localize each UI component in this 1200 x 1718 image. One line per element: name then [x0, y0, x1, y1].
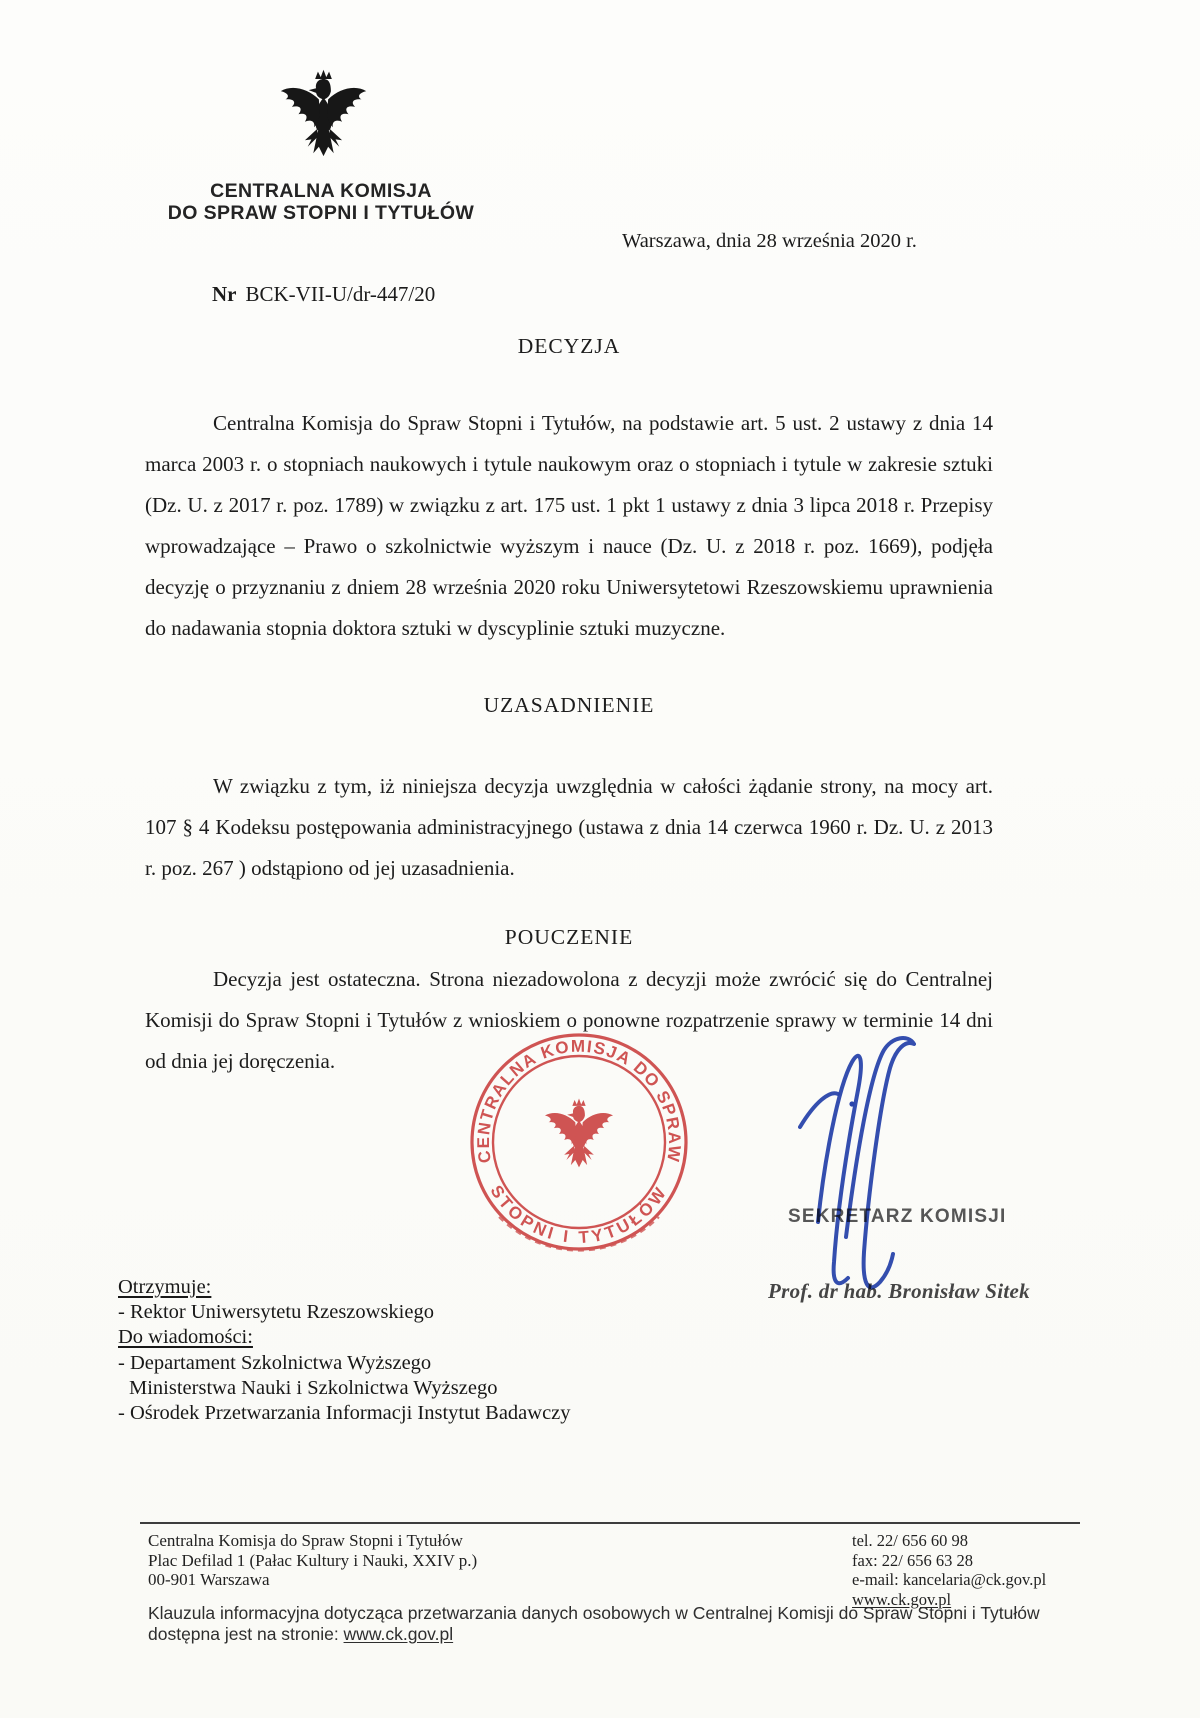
official-round-stamp-icon [464, 1027, 694, 1257]
clause-website-link: www.ck.gov.pl [343, 1624, 454, 1644]
reference-label: Nr [212, 282, 237, 306]
cc-item-continuation: Ministerstwa Nauki i Szkolnictwa Wyższego [129, 1376, 498, 1399]
org-name [156, 180, 486, 224]
cc-item: - Departament Szkolnictwa Wyższego [118, 1351, 432, 1374]
distribution-list [118, 1275, 571, 1426]
justification-paragraph: W związku z tym, iż niniejsza decyzja uwzględnia w całości żądanie strony, na mocy art. 107 § 4 Kodeksu postępowania administracyjnego (ustawa z dnia 14 czerwca 1960 r. Dz. U. z 2013 r. poz. 267 ) odstąpiono od jej uzasadnienia. [145, 774, 993, 880]
cc-label: Do wiadomości: [118, 1326, 253, 1349]
org-name-line1: CENTRALNA KOMISJA [210, 180, 432, 202]
svg-text:STOPNI I TYTUŁÓW [486, 1182, 671, 1247]
document-title: DECYZJA [517, 334, 621, 358]
data-protection-clause [148, 1603, 1088, 1645]
footer-website-link: www.ck.gov.pl [852, 1589, 952, 1609]
footer-address [148, 1531, 477, 1590]
org-name-line2: DO SPRAW STOPNI I TYTUŁÓW [167, 202, 475, 224]
footer-contact [852, 1531, 1046, 1609]
section-heading-pouczenie: POUCZENIE [504, 925, 634, 949]
section-heading-uzasadnienie: UZASADNIENIE [483, 693, 655, 717]
signatory-name: Prof. dr hab. Bronisław Sitek [768, 1279, 1030, 1303]
footer-address-line: Plac Defilad 1 (Pałac Kultury i Nauki, XXIV p.) [148, 1550, 478, 1570]
received-item: - Rektor Uniwersytetu Rzeszowskiego [118, 1301, 434, 1324]
footer-fax: fax: 22/ 656 63 28 [852, 1550, 973, 1570]
instruction-paragraph: Decyzja jest ostateczna. Strona niezadowolona z decyzji może zwrócić się do Centralnej Komisji do Spraw Stopni i Tytułów z wnioskiem o ponowne rozpatrzenie sprawy w terminie 14 dni od dnia jej doręczenia. [145, 967, 993, 1073]
footer-divider [140, 1522, 1080, 1524]
reference-number [212, 282, 435, 307]
reference-value: BCK-VII-U/dr-447/20 [245, 282, 436, 306]
stamp-arc-bottom-text: STOPNI I TYTUŁÓW [486, 1181, 672, 1248]
footer-address-line: Centralna Komisja do Spraw Stopni i Tytułów [148, 1531, 463, 1550]
stamp-arc-top-text: CENTRALNA KOMISJA DO SPRAW [473, 1036, 685, 1165]
footer-address-line: 00-901 Warszawa [148, 1570, 270, 1589]
signatory-role: SEKRETARZ KOMISJI [788, 1206, 1007, 1227]
received-label: Otrzymuje: [118, 1276, 212, 1298]
decision-paragraph: Centralna Komisja do Spraw Stopni i Tytułów, na podstawie art. 5 ust. 2 ustawy z dnia 14 marca 2003 r. o stopniach naukowych i tytule naukowym oraz o stopniach i tytule w zakresie sztuki (Dz. U. z 2017 r. poz. 1789) w związku z art. 175 ust. 1 pkt 1 ustawy z dnia 3 lipca 2018 r. Przepisy wprowadzające – Prawo o szkolnictwie wyższym i nauce (Dz. U. z 2018 r. poz. 1669), podjęła decyzję o przyznaniu z dniem 28 września 2020 roku Uniwersytetowi Rzeszowskiemu uprawnienia do nadawania stopnia doktora sztuki w dyscyplinie sztuki muzyczne. [145, 411, 993, 640]
handwritten-signature-ink [760, 1032, 930, 1317]
coat-of-arms-eagle-icon [277, 66, 370, 170]
place-date-line: Warszawa, dnia 28 września 2020 r. [622, 230, 917, 252]
cc-item: - Ośrodek Przetwarzania Informacji Instytut Badawczy [118, 1402, 571, 1425]
footer-tel: tel. 22/ 656 60 98 [852, 1531, 968, 1550]
clause-text: Klauzula informacyjna dotycząca przetwarzania danych osobowych w Centralnej Komisji do Spraw Stopni i Tytułów dostępna jest na stronie: [148, 1603, 1040, 1644]
footer-email: e-mail: kancelaria@ck.gov.pl [852, 1570, 1047, 1589]
